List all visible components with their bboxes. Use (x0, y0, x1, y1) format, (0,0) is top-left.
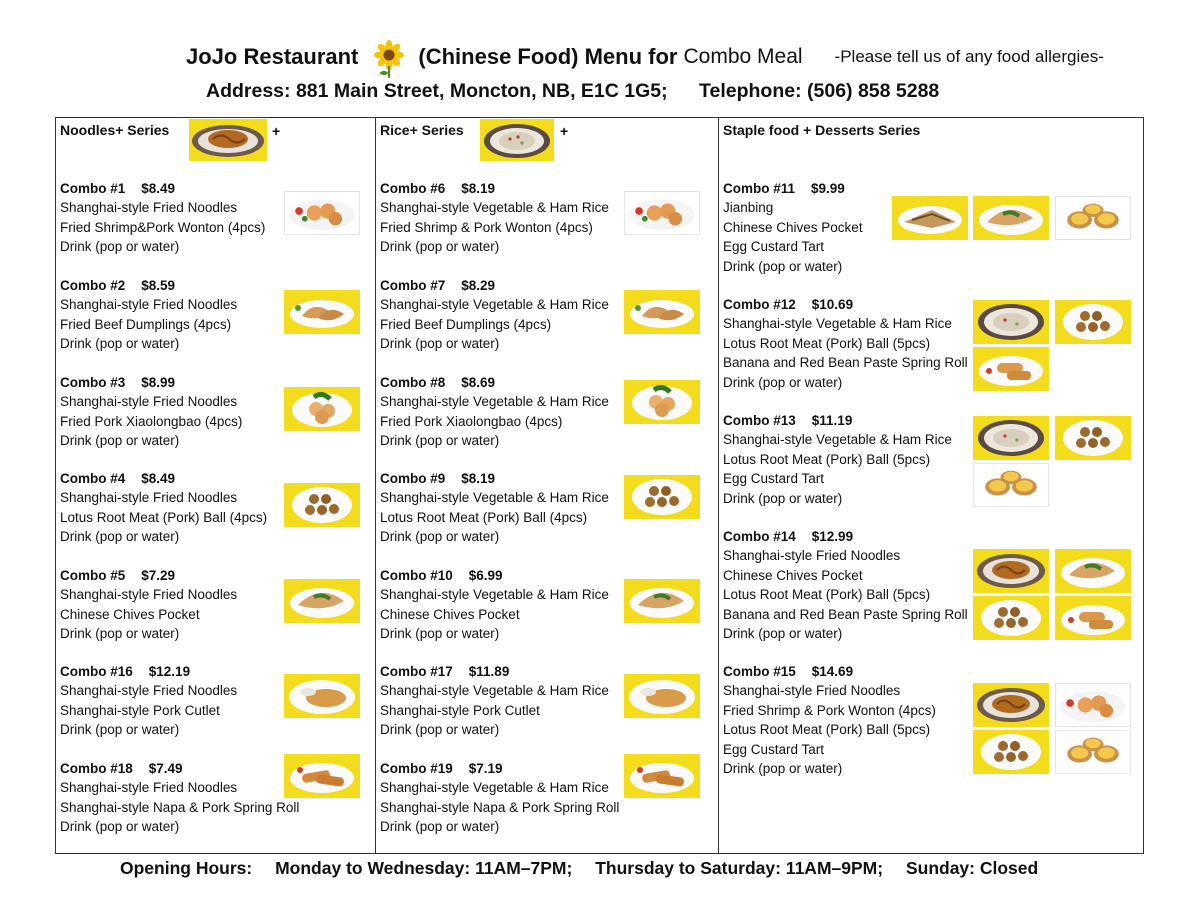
combo-item: Shanghai-style Vegetable & Ham Rice (380, 780, 609, 796)
combo-name: Combo #14 (723, 529, 796, 544)
combo-block (60, 566, 237, 644)
combo-item: Drink (pop or water) (723, 490, 843, 506)
combo-item: Shanghai-style Fried Noodles (60, 394, 238, 410)
combo-item: Shanghai-style Napa & Pork Spring Roll (380, 799, 620, 815)
xiaolongbao-photo (624, 380, 700, 424)
chives-pocket-photo (1055, 549, 1131, 593)
combo-price: $8.49 (141, 181, 176, 196)
noodles-photo (973, 683, 1049, 727)
combo-item: Drink (pop or water) (723, 374, 843, 390)
combo-price: $6.99 (468, 568, 503, 583)
chives-pocket-photo (624, 579, 700, 623)
combo-item: Shanghai-style Vegetable & Ham Rice (380, 394, 609, 410)
combo-block (60, 662, 237, 740)
combo-name: Combo #16 (60, 664, 133, 679)
opening-hours (120, 858, 1056, 879)
combo-name: Combo #12 (723, 297, 796, 312)
spring-roll-photo (284, 754, 360, 798)
combo-name: Combo #3 (60, 375, 126, 390)
wonton-photo (624, 191, 700, 235)
combo-item: Chinese Chives Pocket (723, 219, 863, 235)
combo-item: Drink (pop or water) (60, 433, 180, 449)
combo-block (723, 527, 968, 643)
menu-header (186, 34, 1104, 80)
combo-item: Egg Custard Tart (723, 471, 825, 487)
combo-name: Combo #5 (60, 568, 126, 583)
combo-item: Banana and Red Bean Paste Spring Roll (723, 606, 968, 622)
combo-item: Fried Shrimp & Pork Wonton (4pcs) (723, 702, 936, 718)
combo-block (723, 662, 936, 778)
rice-photo (973, 300, 1049, 344)
combo-item: Lotus Root Meat (Pork) Ball (4pcs) (380, 509, 588, 525)
rice-series-title: Rice+ Series (380, 122, 464, 138)
combo-block (723, 411, 952, 508)
column-divider (375, 118, 376, 853)
combo-block (380, 662, 609, 740)
combo-price: $11.89 (468, 664, 510, 679)
telephone: Telephone: (506) 858 5288 (699, 80, 940, 102)
hours-mon-wed: Monday to Wednesday: 11AM–7PM; (275, 858, 573, 878)
combo-item: Fried Pork Xiaolongbao (4pcs) (60, 413, 243, 429)
rice-photo (973, 416, 1049, 460)
restaurant-name: JoJo Restaurant (186, 44, 359, 69)
combo-item: Fried Shrimp&Pork Wonton (4pcs) (60, 219, 266, 235)
column-divider (718, 118, 719, 853)
meatball-photo (624, 475, 700, 519)
combo-item: Drink (pop or water) (60, 336, 180, 352)
contact-line (206, 80, 939, 103)
hours-sunday: Sunday: Closed (905, 858, 1039, 878)
combo-price: $8.29 (461, 278, 496, 293)
combo-item: Shanghai-style Napa & Pork Spring Roll (60, 799, 300, 815)
combo-item: Shanghai-style Vegetable & Ham Rice (380, 683, 609, 699)
chives-pocket-photo (973, 196, 1049, 240)
combo-item: Drink (pop or water) (60, 722, 180, 738)
combo-block (60, 179, 265, 257)
combo-price: $11.19 (811, 413, 853, 428)
combo-name: Combo #15 (723, 664, 796, 679)
combo-item: Egg Custard Tart (723, 239, 825, 255)
combo-item: Shanghai-style Vegetable & Ham Rice (380, 490, 609, 506)
combo-block (380, 276, 609, 354)
combo-item: Lotus Root Meat (Pork) Ball (5pcs) (723, 451, 931, 467)
combo-price: $12.19 (148, 664, 191, 679)
combo-price: $8.99 (141, 375, 176, 390)
pork-cutlet-photo (624, 674, 700, 718)
combo-item: Shanghai-style Fried Noodles (60, 587, 238, 603)
combo-item: Shanghai-style Pork Cutlet (60, 702, 220, 718)
jianbing-photo (892, 196, 968, 240)
combo-meal-label: Combo Meal (683, 45, 803, 68)
combo-item: Shanghai-style Fried Noodles (723, 683, 901, 699)
hours-label: Opening Hours: (120, 858, 253, 878)
noodles-series-title: Noodles+ Series (60, 122, 170, 138)
sunflower-icon (368, 36, 410, 78)
combo-price: $12.99 (811, 529, 854, 544)
xiaolongbao-photo (284, 387, 360, 431)
meatball-photo (1055, 416, 1131, 460)
combo-block (60, 469, 267, 547)
combo-item: Drink (pop or water) (723, 258, 843, 274)
combo-price: $8.49 (141, 471, 176, 486)
combo-item: Shanghai-style Vegetable & Ham Rice (380, 200, 609, 216)
combo-item: Drink (pop or water) (380, 819, 500, 835)
combo-name: Combo #2 (60, 278, 126, 293)
combo-item: Drink (pop or water) (60, 819, 180, 835)
dumplings-photo (284, 290, 360, 334)
combo-item: Fried Shrimp & Pork Wonton (4pcs) (380, 219, 593, 235)
combo-name: Combo #8 (380, 375, 446, 390)
egg-tart-photo (973, 463, 1049, 507)
plus-sign: + (272, 123, 281, 139)
meatball-photo (973, 596, 1049, 640)
meatball-photo (1055, 300, 1131, 344)
meatball-photo (973, 730, 1049, 774)
noodles-photo (973, 549, 1049, 593)
combo-block (380, 373, 609, 451)
wonton-photo (284, 191, 360, 235)
menu-table (55, 117, 1144, 854)
combo-name: Combo #10 (380, 568, 453, 583)
combo-item: Shanghai-style Vegetable & Ham Rice (380, 587, 609, 603)
pork-cutlet-photo (284, 674, 360, 718)
combo-block (380, 759, 619, 837)
spring-roll-photo (973, 347, 1049, 391)
combo-item: Drink (pop or water) (60, 239, 180, 255)
combo-item: Drink (pop or water) (60, 529, 180, 545)
combo-item: Chinese Chives Pocket (380, 606, 520, 622)
combo-name: Combo #1 (60, 181, 126, 196)
combo-block (60, 276, 237, 354)
plus-sign: + (560, 123, 569, 139)
combo-name: Combo #6 (380, 181, 446, 196)
address: Address: 881 Main Street, Moncton, NB, E1C 1G5; (206, 80, 668, 102)
combo-item: Drink (pop or water) (380, 529, 500, 545)
combo-item: Lotus Root Meat (Pork) Ball (4pcs) (60, 509, 268, 525)
rice-photo (480, 119, 554, 161)
spring-roll-photo (1055, 596, 1131, 640)
wonton-photo (1055, 683, 1131, 727)
combo-name: Combo #4 (60, 471, 126, 486)
combo-item: Shanghai-style Pork Cutlet (380, 702, 540, 718)
hours-thu-sat: Thursday to Saturday: 11AM–9PM; (595, 858, 884, 878)
combo-price: $9.99 (811, 181, 845, 196)
combo-item: Shanghai-style Vegetable & Ham Rice (380, 297, 609, 313)
combo-price: $14.69 (811, 664, 854, 679)
combo-block (380, 469, 609, 547)
combo-item: Chinese Chives Pocket (60, 606, 200, 622)
combo-price: $8.69 (461, 375, 496, 390)
combo-name: Combo #18 (60, 761, 133, 776)
combo-item: Chinese Chives Pocket (723, 567, 863, 583)
combo-name: Combo #19 (380, 761, 453, 776)
combo-name: Combo #7 (380, 278, 446, 293)
combo-item: Drink (pop or water) (380, 722, 500, 738)
combo-item: Fried Beef Dumplings (4pcs) (380, 316, 552, 332)
meatball-photo (284, 483, 360, 527)
combo-block (60, 759, 299, 837)
combo-item: Banana and Red Bean Paste Spring Roll (723, 355, 968, 371)
combo-item: Shanghai-style Fried Noodles (60, 490, 238, 506)
combo-item: Lotus Root Meat (Pork) Ball (5pcs) (723, 587, 931, 603)
combo-price: $8.59 (141, 278, 176, 293)
combo-price: $10.69 (811, 297, 854, 312)
combo-price: $8.19 (461, 471, 496, 486)
combo-name: Combo #13 (723, 413, 796, 428)
spring-roll-photo (624, 754, 700, 798)
combo-item: Fried Pork Xiaolongbao (4pcs) (380, 413, 563, 429)
combo-item: Drink (pop or water) (723, 761, 843, 777)
combo-block (380, 566, 609, 644)
combo-item: Drink (pop or water) (723, 626, 843, 642)
combo-item: Egg Custard Tart (723, 741, 825, 757)
combo-name: Combo #9 (380, 471, 446, 486)
combo-item: Shanghai-style Fried Noodles (60, 683, 238, 699)
combo-item: Shanghai-style Fried Noodles (723, 548, 901, 564)
combo-block (380, 179, 609, 257)
combo-block (60, 373, 242, 451)
allergy-note: -Please tell us of any food allergies- (834, 47, 1104, 66)
combo-item: Shanghai-style Fried Noodles (60, 297, 238, 313)
dumplings-photo (624, 290, 700, 334)
combo-name: Combo #17 (380, 664, 453, 679)
combo-price: $7.19 (468, 761, 503, 776)
combo-item: Lotus Root Meat (Pork) Ball (5pcs) (723, 335, 931, 351)
combo-item: Drink (pop or water) (380, 239, 500, 255)
combo-item: Lotus Root Meat (Pork) Ball (5pcs) (723, 722, 931, 738)
noodles-photo (189, 119, 267, 161)
menu-title: (Chinese Food) Menu for (418, 44, 678, 69)
combo-name: Combo #11 (723, 181, 796, 196)
combo-item: Shanghai-style Vegetable & Ham Rice (723, 432, 952, 448)
combo-block (723, 295, 968, 392)
combo-item: Drink (pop or water) (380, 336, 500, 352)
combo-item: Shanghai-style Fried Noodles (60, 780, 238, 796)
combo-item: Drink (pop or water) (380, 433, 500, 449)
staple-desserts-series-title: Staple food + Desserts Series (723, 122, 921, 138)
combo-price: $8.19 (461, 181, 496, 196)
combo-item: Jianbing (723, 200, 774, 216)
chives-pocket-photo (284, 579, 360, 623)
combo-block (723, 179, 863, 276)
combo-item: Shanghai-style Fried Noodles (60, 200, 238, 216)
combo-item: Drink (pop or water) (60, 626, 180, 642)
combo-item: Shanghai-style Vegetable & Ham Rice (723, 316, 952, 332)
combo-price: $7.29 (141, 568, 176, 583)
egg-tart-photo (1055, 196, 1131, 240)
combo-item: Fried Beef Dumplings (4pcs) (60, 316, 232, 332)
combo-price: $7.49 (148, 761, 183, 776)
egg-tart-photo (1055, 730, 1131, 774)
combo-item: Drink (pop or water) (380, 626, 500, 642)
